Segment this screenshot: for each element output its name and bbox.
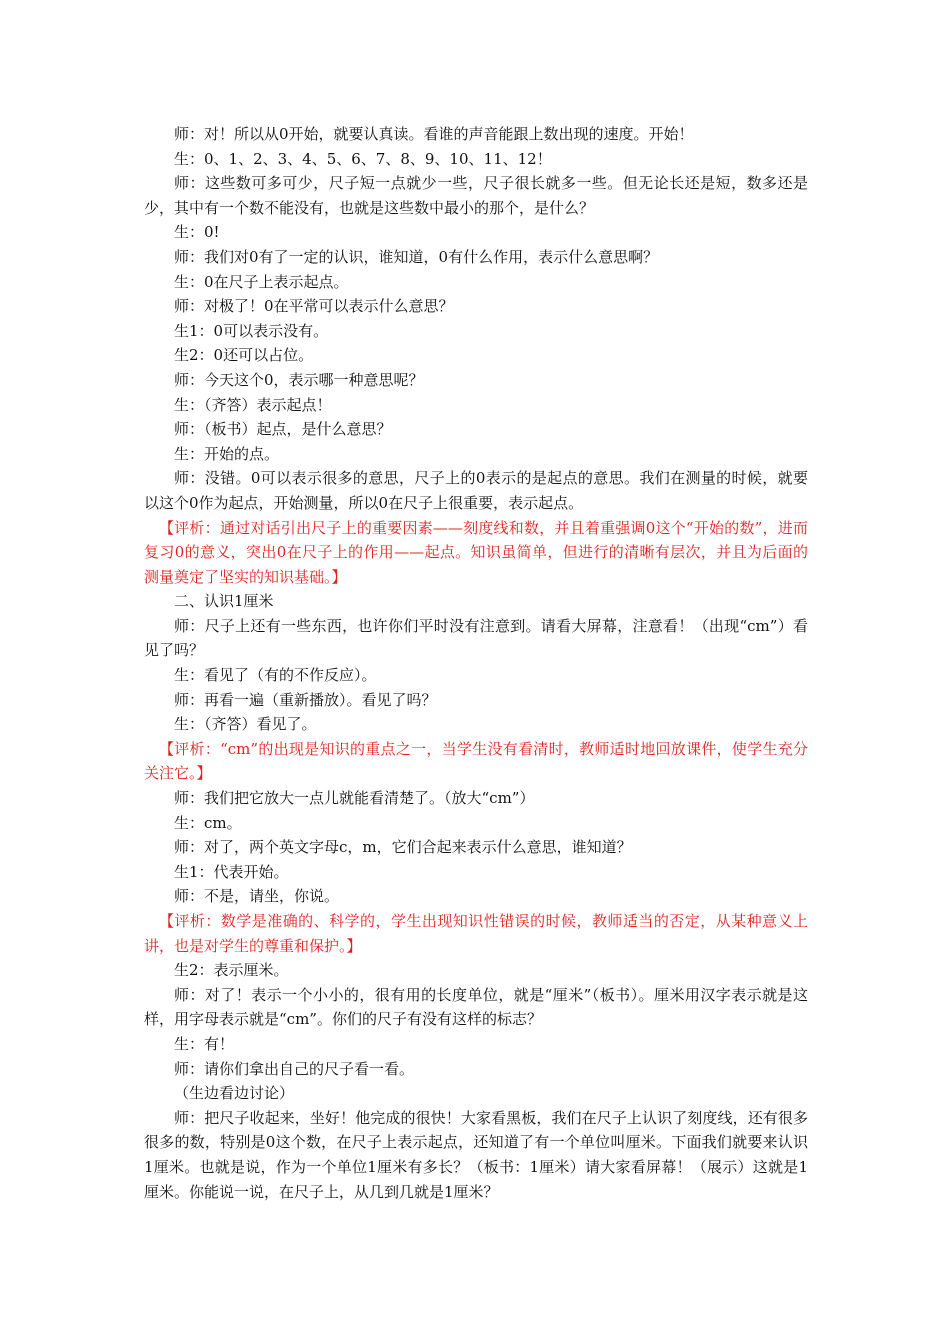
- commentary-note: 【评析：“cm”的出现是知识的重点之一，当学生没有看清时，教师适时地回放课件，使学生充分关注它。】: [144, 739, 808, 783]
- commentary-note: 【评析：通过对话引出尺子上的重要因素——刻度线和数，并且着重强调0这个“开始的数”，进而复习0的意义，突出0在尺子上的作用——起点。知识虽简单，但进行的清晰有层次，并且为后面的测量奠定了坚实的知识基础。】: [144, 518, 808, 586]
- dialogue-paragraph: 生：开始的点。: [174, 444, 280, 463]
- dialogue-paragraph: 生2：0还可以占位。: [174, 346, 314, 365]
- dialogue-paragraph: 师：今天这个0，表示哪一种意思呢？: [174, 370, 424, 389]
- dialogue-paragraph: 师：我们把它放大一点儿就能看清楚了。（放大“cm”）: [174, 789, 535, 808]
- dialogue-paragraph: 生：有！: [174, 1034, 235, 1053]
- dialogue-paragraph: 生：（齐答）表示起点！: [174, 395, 332, 414]
- dialogue-paragraph: 师：对极了！0在平常可以表示什么意思？: [174, 297, 454, 316]
- dialogue-paragraph: 师：对！所以从0开始，就要认真读。看谁的声音能跟上数出现的速度。开始！: [174, 125, 694, 143]
- dialogue-paragraph: 生：（齐答）看见了。: [174, 715, 317, 734]
- dialogue-paragraph: 师：再看一遍（重新播放）。看见了吗？: [174, 690, 437, 709]
- dialogue-paragraph: 生：0、1、2、3、4、5、6、7、8、9、10、11、12！: [174, 149, 552, 168]
- dialogue-paragraph: 生1：0可以表示没有。: [174, 321, 329, 340]
- dialogue-paragraph: 生1：代表开始。: [174, 862, 289, 881]
- dialogue-paragraph: 师：对了！表示一个小小的，很有用的长度单位，就是“厘米”（板书）。厘米用汉字表示就是这样，用字母表示就是“cm”。你们的尺子有没有这样的标志？: [144, 985, 808, 1029]
- commentary-note: 【评析：数学是准确的、科学的，学生出现知识性错误的时候，教师适当的否定，从某种意义上讲，也是对学生的尊重和保护。】: [144, 912, 808, 955]
- dialogue-paragraph: 生：看见了（有的不作反应）。: [174, 666, 377, 685]
- dialogue-paragraph: 师：不是，请坐，你说。: [174, 887, 340, 906]
- stage-direction: （生边看边讨论）: [174, 1084, 295, 1103]
- dialogue-paragraph: 生：cm。: [174, 813, 242, 832]
- section-heading: 二、认识1厘米: [174, 592, 274, 611]
- document-page: [144, 122, 808, 1204]
- dialogue-paragraph: 生：0!: [174, 223, 220, 242]
- dialogue-paragraph: 师：请你们拿出自己的尺子看一看。: [174, 1059, 415, 1078]
- dialogue-paragraph: 师：把尺子收起来，坐好！他完成的很快！大家看黑板，我们在尺子上认识了刻度线，还有很多很多的数，特别是0这个数，在尺子上表示起点，还知道了有一个单位叫厘米。下面我们就要来认识1厘米。也就是说，作为一个单位1厘米有多长？（板书：1厘米）请大家看屏幕！（展示）这就是1厘米。你能说一说，在尺子上，从几到几就是1厘米？: [144, 1108, 808, 1201]
- dialogue-paragraph: 生：0在尺子上表示起点。: [174, 272, 349, 291]
- dialogue-paragraph: 师：尺子上还有一些东西，也许你们平时没有注意到。请看大屏幕，注意看！（出现“cm”）看见了吗？: [144, 616, 808, 660]
- dialogue-paragraph: 师：对了，两个英文字母c，m，它们合起来表示什么意思，谁知道？: [174, 838, 632, 857]
- dialogue-paragraph: 师：没错。0可以表示很多的意思，尺子上的0表示的是起点的意思。我们在测量的时候，就要以这个0作为起点，开始测量，所以0在尺子上很重要，表示起点。: [144, 469, 808, 512]
- dialogue-paragraph: 师：我们对0有了一定的认识，谁知道，0有什么作用，表示什么意思啊？: [174, 247, 659, 266]
- dialogue-paragraph: 生2：表示厘米。: [174, 961, 289, 980]
- dialogue-paragraph: 师：这些数可多可少，尺子短一点就少一些，尺子很长就多一些。但无论长还是短，数多还是少，其中有一个数不能没有，也就是这些数中最小的那个，是什么？: [144, 174, 808, 217]
- dialogue-paragraph: 师：（板书）起点，是什么意思？: [174, 420, 392, 439]
